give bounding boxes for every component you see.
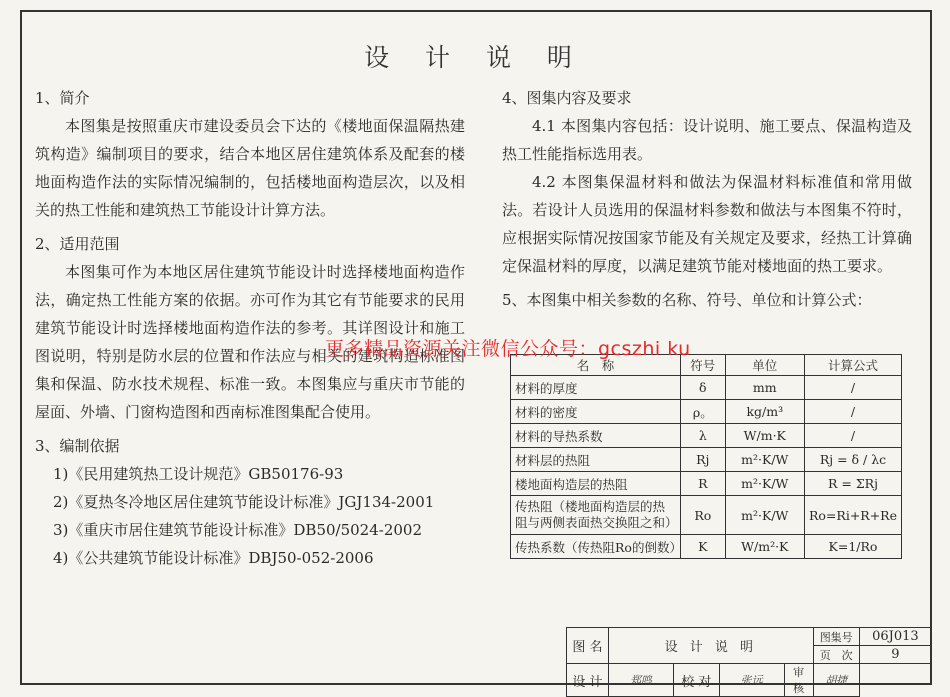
cell-formula: K=1/Ro [805, 535, 902, 559]
reference-item-3: 3)《重庆市居住建筑节能设计标准》DB50/5024-2002 [53, 521, 423, 539]
section2-paragraph: 本图集可作为本地区居住建筑节能设计时选择楼地面构造作法，确定热工性能方案的依据。亦可作为其它有节能要求的民用建筑节能设计时选择楼地面构造作法的参考。其详图设计和施工图说明，特别是防水层的位置和作法应与相关的建筑构造标准图集和保温、防水技术规程、标准一致。本图集应与重庆市节能的屋面、外墙、门窗构造图和西南标准图集配合使用。 [35, 263, 465, 421]
tb-label-review: 审 核 [784, 664, 813, 697]
cell-symbol: Ro [681, 496, 726, 535]
cell-name: 材料的密度 [511, 400, 681, 424]
cell-unit: W/m²·K [725, 535, 804, 559]
section3-heading: 3、编制依据 [35, 437, 120, 455]
reference-item-2: 2)《夏热冬冷地区居住建筑节能设计标准》JGJ134-2001 [53, 493, 435, 511]
table-row [511, 400, 902, 424]
tb-label-page: 页 次 [813, 646, 859, 664]
cell-formula: R = ΣRj [805, 472, 902, 496]
page-title: 设 计 说 明 [364, 43, 586, 72]
cell-unit: mm [725, 376, 804, 400]
cell-unit: kg/m³ [725, 400, 804, 424]
table-row [511, 448, 902, 472]
cell-formula: / [805, 376, 902, 400]
reference-item-4: 4)《公共建筑节能设计标准》DBJ50-052-2006 [53, 549, 374, 567]
cell-formula: / [805, 400, 902, 424]
cell-symbol: R [681, 472, 726, 496]
table-row [511, 376, 902, 400]
header-formula: 计算公式 [805, 355, 902, 376]
cell-name: 材料层的热阻 [511, 448, 681, 472]
cell-name: 传热阻（楼地面构造层的热阻与两侧表面热交换阻之和） [511, 496, 681, 535]
tb-label-check: 校 对 [673, 664, 719, 697]
cell-unit: m²·K/W [725, 472, 804, 496]
section4-paragraph-1: 4.1 本图集内容包括：设计说明、施工要点、保温构造及热工性能指标选用表。 [502, 117, 912, 163]
table-row [511, 535, 902, 559]
tb-label-atlas: 图集号 [813, 628, 859, 646]
cell-formula: Rj = δ / λc [805, 448, 902, 472]
table-row [511, 496, 902, 535]
cell-formula: / [805, 424, 902, 448]
tb-design-signature: 郑鸣 [609, 664, 674, 697]
cell-name: 材料的厚度 [511, 376, 681, 400]
section4-heading: 4、图集内容及要求 [502, 89, 632, 107]
tb-page-number: 9 [859, 646, 931, 664]
section1-paragraph: 本图集是按照重庆市建设委员会下达的《楼地面保温隔热建筑构造》编制项目的要求，结合本地区居住建筑体系及配套的楼地面构造作法的实际情况编制的，包括楼地面构造层次，以及相关的热工性能和建筑热工节能设计计算方法。 [35, 117, 465, 219]
table-row [511, 424, 902, 448]
cell-name: 楼地面构造层的热阻 [511, 472, 681, 496]
cell-symbol: Rj [681, 448, 726, 472]
cell-name: 材料的导热系数 [511, 424, 681, 448]
cell-unit: m²·K/W [725, 448, 804, 472]
reference-item-1: 1)《民用建筑热工设计规范》GB50176-93 [53, 465, 344, 483]
right-column [502, 84, 912, 314]
cell-symbol: δ [681, 376, 726, 400]
left-column [35, 84, 465, 572]
tb-label-design: 设 计 [567, 664, 609, 697]
table-row [511, 472, 902, 496]
tb-label-name: 图 名 [567, 628, 609, 664]
cell-formula: Ro=Ri+R+Re [805, 496, 902, 535]
cell-symbol: ρ。 [681, 400, 726, 424]
cell-symbol: K [681, 535, 726, 559]
header-unit: 单位 [725, 355, 804, 376]
watermark-text: 更多精品资源关注微信公众号：gcszhi ku [325, 338, 691, 360]
section5-heading: 5、本图集中相关参数的名称、符号、单位和计算公式： [502, 291, 872, 309]
header-symbol: 符号 [681, 355, 726, 376]
cell-name: 传热系数（传热阻Ro的倒数） [511, 535, 681, 559]
tb-check-signature: 张远 [719, 664, 784, 697]
parameters-table [510, 354, 902, 559]
cell-unit: m²·K/W [725, 496, 804, 535]
tb-drawing-name: 设 计 说 明 [609, 628, 814, 664]
section4-paragraph-2: 4.2 本图集保温材料和做法为保温材料标准值和常用做法。若设计人员选用的保温材料参数和做法与本图集不符时，应根据实际情况按国家节能及有关规定及要求，经热工计算确定保温材料的厚度，以满足建筑节能对楼地面的热工要求。 [502, 173, 912, 275]
tb-atlas-number: 06J013 [859, 628, 931, 646]
cell-symbol: λ [681, 424, 726, 448]
section2-heading: 2、适用范围 [35, 235, 120, 253]
tb-review-signature: 胡捷 [813, 664, 859, 697]
section1-heading: 1、简介 [35, 89, 90, 107]
header-name: 名 称 [511, 355, 681, 376]
cell-unit: W/m·K [725, 424, 804, 448]
title-block [566, 627, 932, 697]
